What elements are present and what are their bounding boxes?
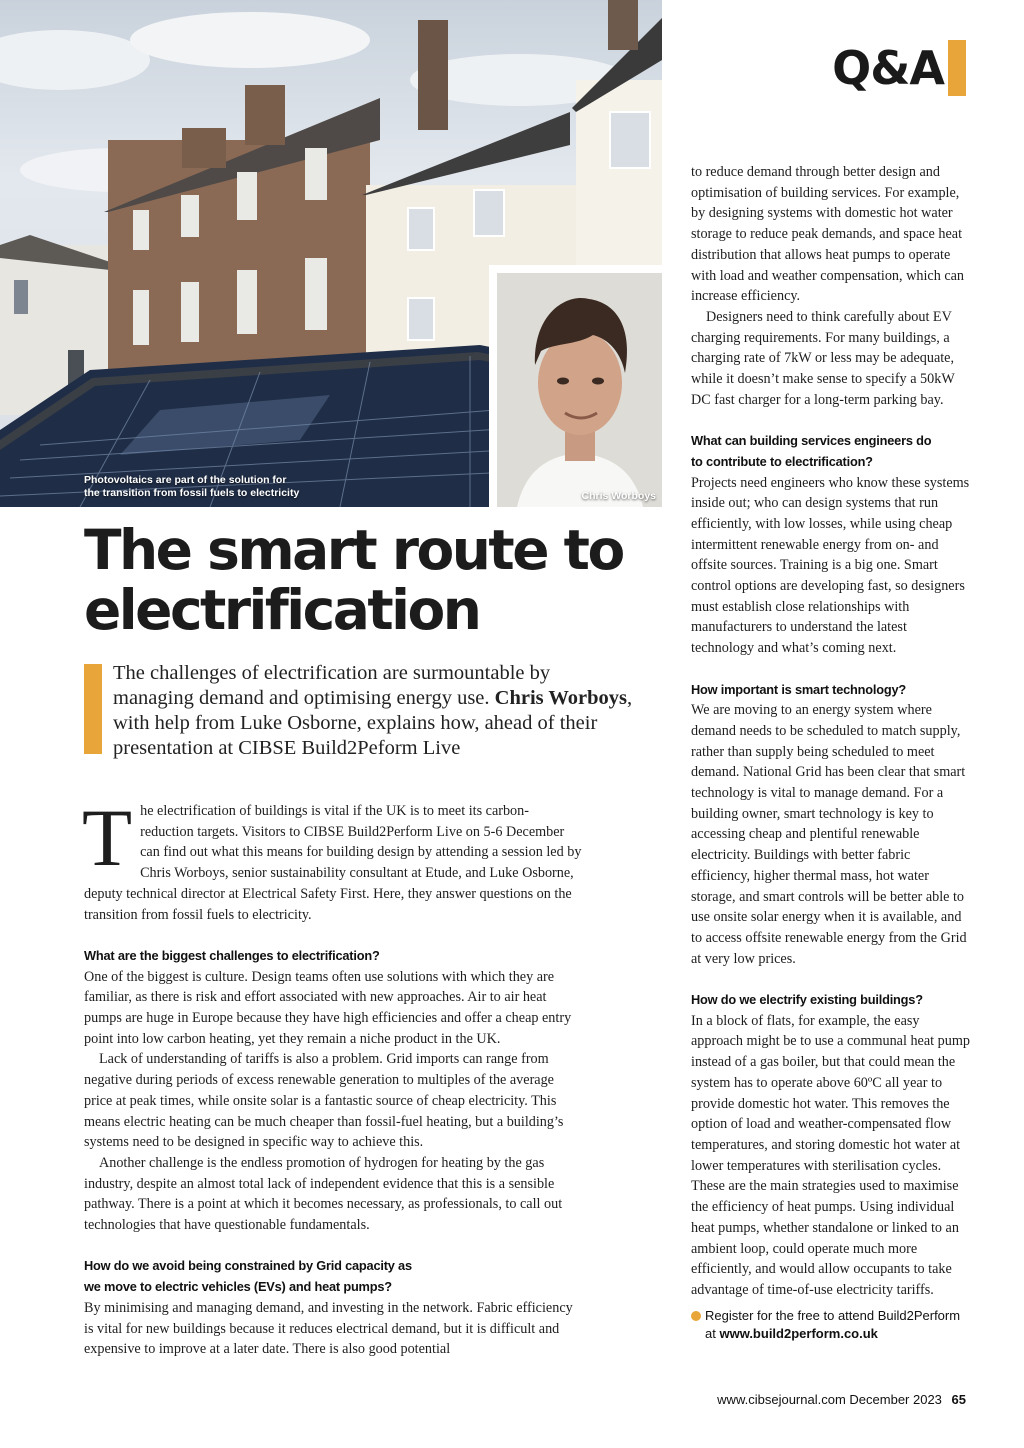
section-accent-bar (948, 40, 966, 96)
drop-cap: T (82, 792, 133, 883)
standfirst (113, 661, 633, 761)
footer-date: December 2023 (849, 1392, 942, 1407)
standfirst-author: Chris Worboys (494, 687, 627, 709)
answer-paragraph: Lack of understanding of tariffs is also a problem. Grid imports can range from negative during periods of excess renewable generation to multiples of the average price at peak times, while onsite solar is a fantastic source of cheap electricity. This means electric heating can be much cheaper than fossil-fuel heating, but a building’s systems need to be designed in specific way to achieve this. (84, 1051, 564, 1151)
portrait-frame (489, 265, 662, 507)
left-column (82, 792, 582, 1360)
question-heading: What are the biggest challenges to electrification? (84, 947, 380, 963)
answer-paragraph: Another challenge is the endless promotion of hydrogen for heating by the gas industry, despite an almost total lack of independent evidence that this is a sensible pathway. There is a point at which it becomes necessary, as professionals, to call out technologies that have questionable fundamentals. (84, 1154, 563, 1234)
answer-paragraph: By minimising and managing demand, and investing in the network. Fabric efficiency is vital for new buildings because it reduces electrical demand, but it is difficult and expensive to improve at a later date. There is also good potential (84, 1299, 573, 1358)
intro-text: he electrification of buildings is vital if the UK is to meet its carbon-reduction targets. Visitors to CIBSE Build2Perform Live on 5-6 December can find out what this means for building design by attending a session led by Chris Worboys, senior sustainability consultant at Etude, and Luke Osborne, deputy technical director at Electrical Safety First. Here, they answer questions on the transition from fossil fuels to electricity. (84, 803, 582, 923)
section-tag: Q&A (832, 41, 944, 95)
callout-at: at (705, 1325, 720, 1341)
headline-line-1: The smart route to (84, 518, 623, 582)
question-line-1: How do we avoid being constrained by Grid capacity as (84, 1258, 412, 1274)
answer-paragraph: One of the biggest is culture. Design teams often use solutions with which they are familiar, as there is risk and effort associated with new approaches. Air to air heat pumps are huge in Europe because they have high efficiencies and offer a cheap entry point into low carbon heating, yet they remain a niche product in the UK. (84, 968, 572, 1047)
page-footer (717, 1392, 966, 1407)
bullet-dot-icon (691, 1311, 701, 1321)
portrait-illustration (497, 273, 662, 507)
headline-line-2: electrification (84, 578, 480, 642)
portrait-caption: Chris Worboys (581, 490, 656, 502)
intro-paragraph (82, 792, 582, 925)
answer-paragraph: We are moving to an energy system where demand needs to be scheduled to match supply, rather than supply being scheduled to meet demand. National Grid has been clear that smart technology is vital to manage demand. For a building owner, smart technology is key to accessing cheap and plentiful renewable electricity. Buildings with better fabric efficiency, higher thermal mass, hot water storage, and smart controls will be better able to use onsite solar energy when it is available, and to access offsite renewable energy from the Grid at very low prices. (691, 702, 967, 967)
answer-paragraph: In a block of flats, for example, the easy approach might be to use a communal heat pump instead of a gas boiler, but that could mean the system has to operate above 60ºC all year to provide domestic hot water. This removes the option of load and weather-compensated flow temperatures, and storing domestic hot water at lower temperatures with sterilisation cycles. These are the main strategies used to maximise the efficiency of heat pumps. Using individual heat pumps, whether standalone or linked to an ambient loop, could operate much more efficiently, and would allow occupants to take advantage of time-of-use electricity tariffs. (691, 1012, 970, 1298)
answer-paragraph: Projects need engineers who know these systems inside out; who can design systems that run efficiently, with low losses, while using cheap intermittent renewable energy from on- and offsite sources. Training is a big one. Smart control options are developing fast, so designers must establish close relationships with manufacturers to understand the latest technology and what’s coming next. (691, 474, 970, 657)
callout-text: Register for the free to attend Build2Perform (705, 1307, 961, 1323)
standfirst-text-before: The challenges of electrification are surmountable by managing demand and optimising energy use. (113, 662, 551, 709)
question-heading: How do we electrify existing buildings? (691, 992, 923, 1008)
right-column (691, 162, 971, 1343)
standfirst-text-after: , with help from Luke Osborne, explains how, ahead of their presentation at CIBSE Build2Peform Live (113, 687, 633, 759)
question-line-1: What can building services engineers do (691, 433, 932, 449)
question-heading (84, 1256, 582, 1297)
question-line-2: to contribute to electrification? (691, 453, 873, 469)
registration-link[interactable]: www.build2perform.co.uk (719, 1325, 878, 1341)
answer-paragraph: to reduce demand through better design and optimisation of building services. For example, by designing systems with domestic hot water storage to reduce peak demands, and space heat distribution that allows heat pumps to operate with load and weather compensation, which can increase efficiency. (691, 164, 965, 305)
question-heading (691, 431, 971, 472)
hero-caption-line-2: the transition from fossil fuels to electricity (84, 487, 300, 499)
registration-callout (691, 1307, 971, 1343)
headline (84, 520, 654, 640)
question-heading: How important is smart technology? (691, 681, 907, 697)
standfirst-accent-bar (84, 664, 102, 754)
footer-site-link[interactable]: www.cibsejournal.com (717, 1392, 846, 1407)
hero-caption-line-1: Photovoltaics are part of the solution for (84, 474, 287, 486)
hero-caption (84, 474, 344, 500)
answer-paragraph: Designers need to think carefully about EV charging requirements. For many buildings, a charging rate of 7kW or less may be adequate, while it doesn’t make sense to specify a 50kW DC fast charger for a long-term parking bay. (691, 308, 955, 408)
question-line-2: we move to electric vehicles (EVs) and heat pumps? (84, 1279, 392, 1295)
portrait-photo (497, 273, 662, 507)
page-number: 65 (951, 1392, 966, 1407)
